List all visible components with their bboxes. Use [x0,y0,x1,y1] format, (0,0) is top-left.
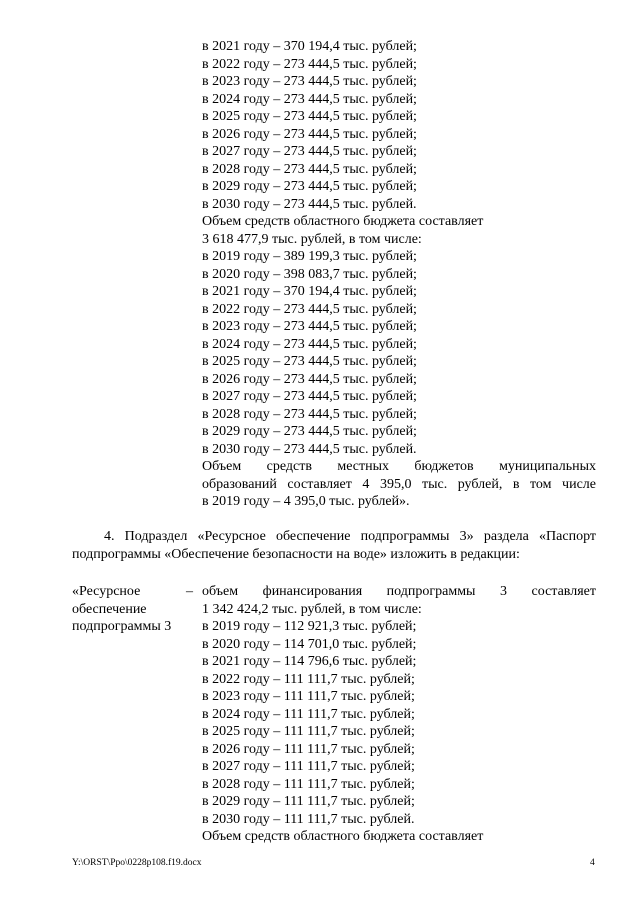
year-line: в 2023 году – 111 111,7 тыс. рублей; [202,689,415,704]
year-line: в 2024 году – 273 444,5 тыс. рублей; [202,336,417,352]
year-line: в 2028 году – 273 444,5 тыс. рублей; [202,161,417,177]
year-line: в 2021 году – 370 194,4 тыс. рублей; [202,284,417,299]
label-dash: – [186,584,193,599]
year-line: в 2024 году – 111 111,7 тыс. рублей; [202,706,415,722]
year-line: в 2029 году – 111 111,7 тыс. рублей; [202,794,415,809]
page-number: 4 [590,858,595,868]
year-line: в 2029 году – 273 444,5 тыс. рублей; [202,179,417,194]
funding-line-1: объем финансирования подпрограммы 3 составляет [202,584,596,599]
resource-label-line-2: обеспечение [72,601,147,617]
funding-line-2: 1 342 424,2 тыс. рублей, в том числе: [202,601,422,617]
local-budget-line-2: образований составляет 4 395,0 тыс. рублей, в том числе [202,476,596,492]
year-line: в 2021 году – 370 194,4 тыс. рублей; [202,39,417,54]
year-line: в 2019 году – 112 921,3 тыс. рублей; [202,619,417,634]
year-line: в 2025 году – 111 111,7 тыс. рублей; [202,724,415,739]
year-line: в 2022 году – 111 111,7 тыс. рублей; [202,671,415,687]
year-line: в 2030 году – 273 444,5 тыс. рублей. [202,196,417,212]
year-line: в 2030 году – 111 111,7 тыс. рублей. [202,811,415,827]
paragraph-4 [72,528,596,563]
resource-label-line-3: подпрограммы 3 [72,619,172,634]
year-line: в 2028 году – 273 444,5 тыс. рублей; [202,406,417,422]
year-line: в 2025 году – 273 444,5 тыс. рублей; [202,109,417,124]
year-line: в 2021 году – 114 796,6 тыс. рублей; [202,654,417,669]
regional-budget-heading: Объем средств областного бюджета составляет [202,214,484,229]
year-line: в 2028 году – 111 111,7 тыс. рублей; [202,776,415,792]
year-line: в 2020 году – 398 083,7 тыс. рублей; [202,266,417,282]
year-line: в 2027 году – 111 111,7 тыс. рублей; [202,759,415,774]
funding-years-block-3 [202,618,483,846]
year-line: в 2022 году – 273 444,5 тыс. рублей; [202,56,417,72]
year-line: в 2023 году – 273 444,5 тыс. рублей; [202,74,417,89]
local-budget-line-3: в 2019 году – 4 395,0 тыс. рублей». [202,494,410,509]
regional-budget-heading: Объем средств областного бюджета составляет [202,829,484,844]
paragraph-4-line-2: подпрограммы «Обеспечение безопасности на воде» изложить в редакции: [72,546,520,562]
year-line: в 2023 году – 273 444,5 тыс. рублей; [202,319,417,334]
year-line: в 2019 году – 389 199,3 тыс. рублей; [202,249,417,264]
year-line: в 2026 году – 273 444,5 тыс. рублей; [202,371,417,387]
year-line: в 2024 году – 273 444,5 тыс. рублей; [202,91,417,107]
footer-file-path: Y:\ORST\Ppo\0228p108.f19.docx [72,858,202,868]
year-line: в 2030 году – 273 444,5 тыс. рублей. [202,441,417,457]
paragraph-4-line-1: 4. Подраздел «Ресурсное обеспечение подпрограммы 3» раздела «Паспорт [104,529,596,544]
year-line: в 2025 году – 273 444,5 тыс. рублей; [202,354,417,369]
year-line: в 2027 году – 273 444,5 тыс. рублей; [202,144,417,159]
year-line: в 2020 году – 114 701,0 тыс. рублей; [202,636,417,652]
funding-years-block-1 [202,38,483,458]
year-line: в 2026 году – 111 111,7 тыс. рублей; [202,741,415,757]
regional-budget-total: 3 618 477,9 тыс. рублей, в том числе: [202,231,422,247]
resource-label-line-1: «Ресурсное [72,584,141,599]
year-line: в 2027 году – 273 444,5 тыс. рублей; [202,389,417,404]
local-budget-line-1: Объем средств местных бюджетов муниципальных [202,459,596,474]
year-line: в 2029 году – 273 444,5 тыс. рублей; [202,424,417,439]
year-line: в 2022 году – 273 444,5 тыс. рублей; [202,301,417,317]
year-line: в 2026 году – 273 444,5 тыс. рублей; [202,126,417,142]
